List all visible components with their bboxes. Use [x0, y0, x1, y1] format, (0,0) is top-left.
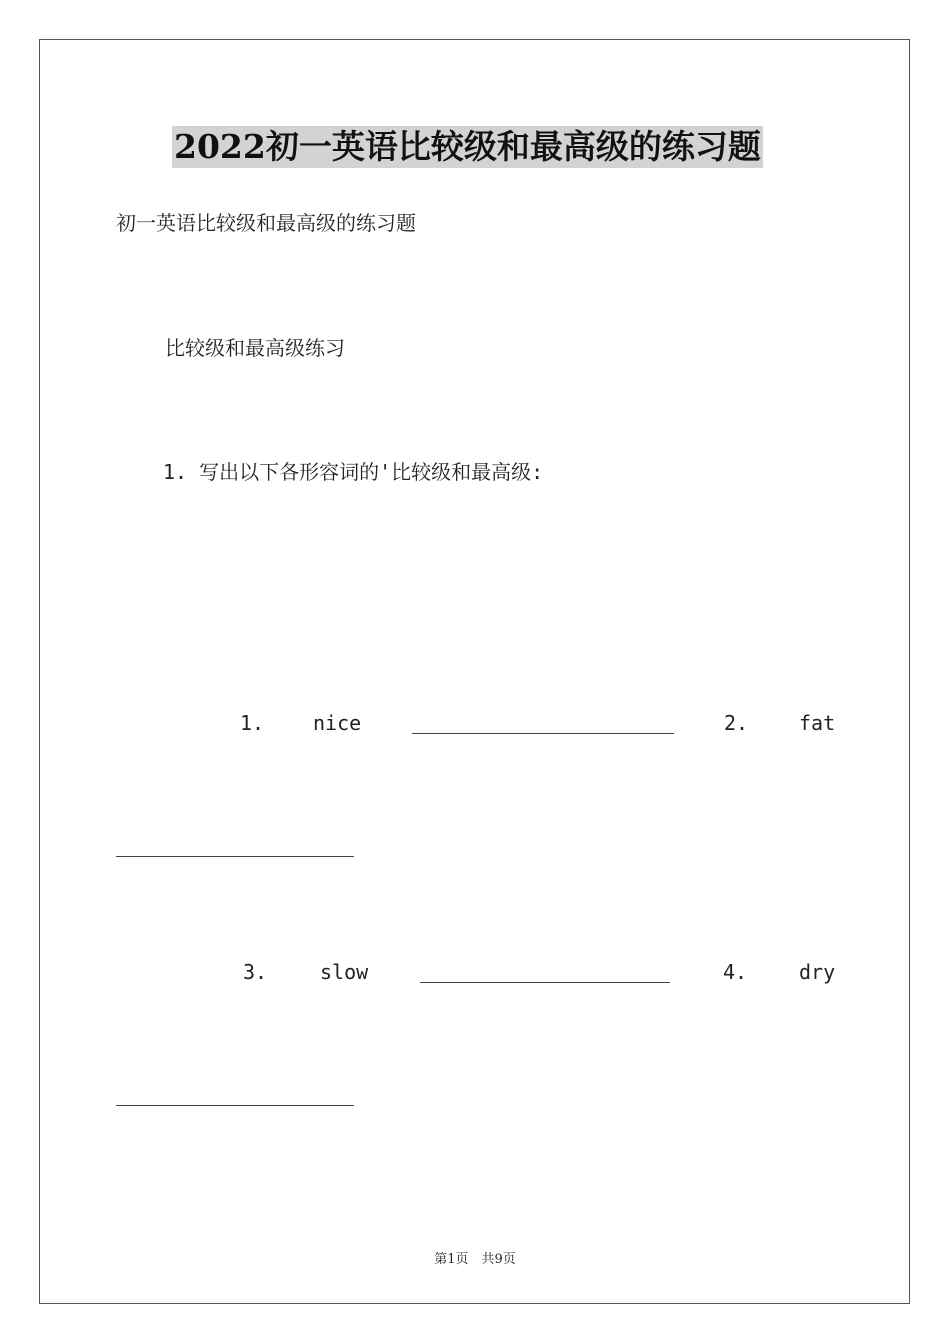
page-footer: 第1页 共9页 — [434, 1252, 516, 1267]
exercise-instruction: 1. 写出以下各形容词的'比较级和最高级: — [163, 460, 544, 484]
document-subtitle: 初一英语比较级和最高级的练习题 — [116, 211, 416, 235]
exercise-4-number: 4. — [723, 960, 748, 984]
exercise-3-answer-blank[interactable] — [420, 982, 670, 983]
exercise-4-answer-blank[interactable] — [116, 1105, 354, 1106]
exercise-4-word: dry — [799, 960, 836, 984]
exercise-2-number: 2. — [724, 711, 749, 735]
exercise-2-word: fat — [799, 711, 836, 735]
exercise-1-number: 1. — [240, 711, 265, 735]
section-heading: 比较级和最高级练习 — [165, 336, 345, 360]
exercise-1-word: nice — [313, 711, 362, 735]
exercise-1-answer-blank[interactable] — [412, 733, 674, 734]
exercise-2-answer-blank[interactable] — [116, 856, 354, 857]
exercise-3-number: 3. — [243, 960, 268, 984]
document-title: 2022初一英语比较级和最高级的练习题 — [174, 127, 761, 166]
exercise-3-word: slow — [320, 960, 369, 984]
